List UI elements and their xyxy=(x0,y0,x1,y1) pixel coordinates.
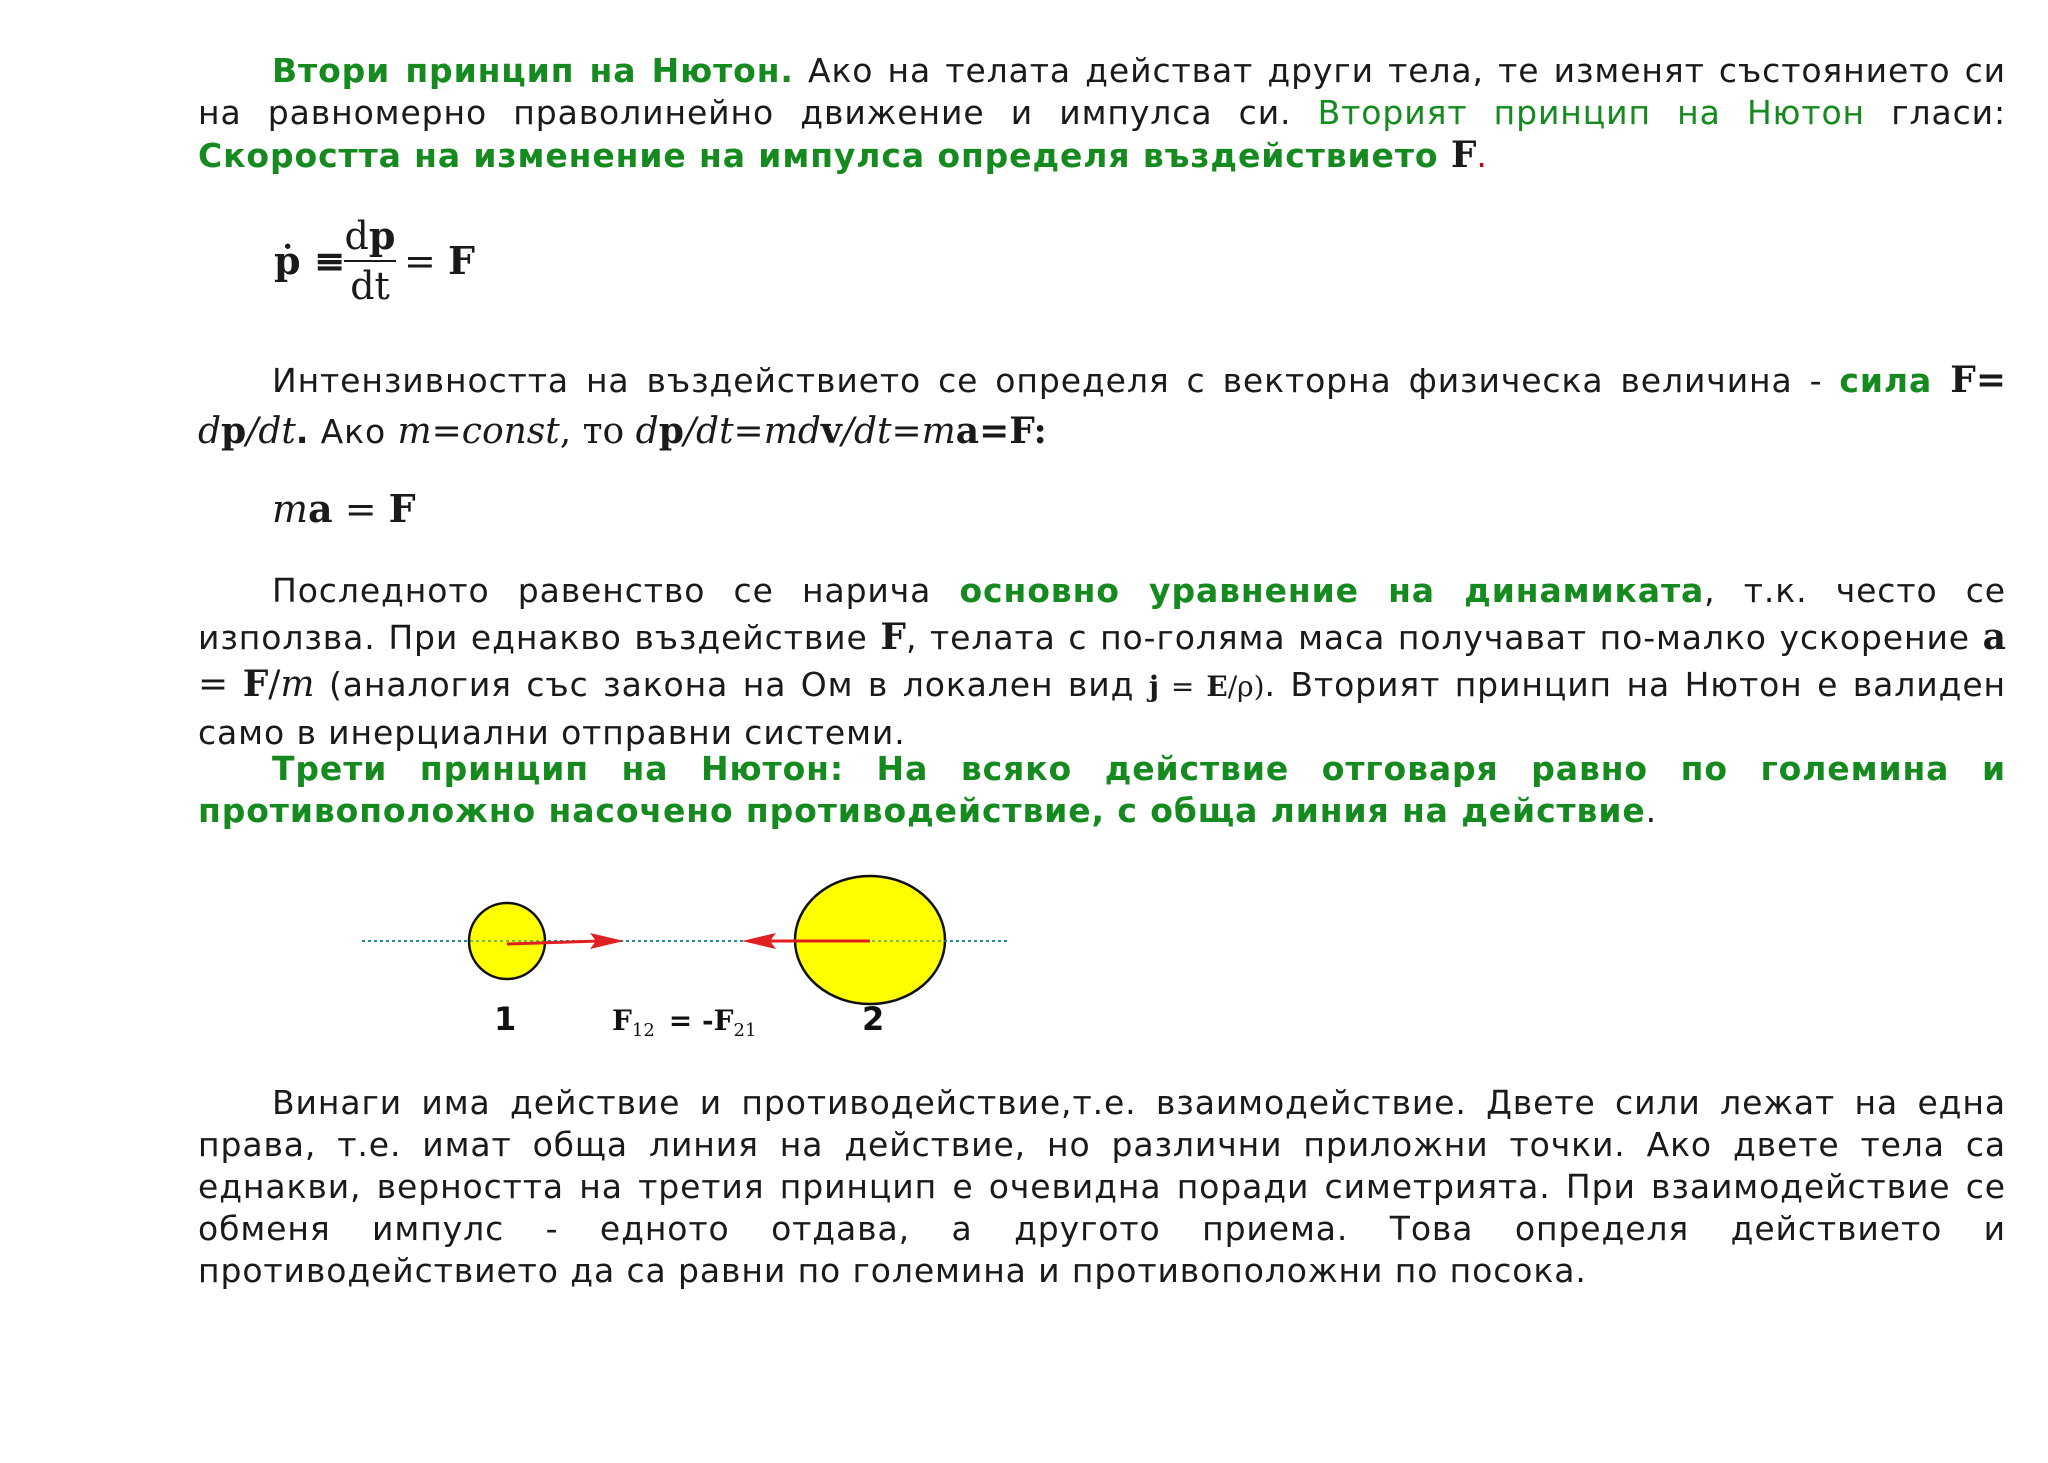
dynamics-equation-term: основно уравнение на динамиката xyxy=(959,571,1705,610)
math: E xyxy=(1206,670,1228,703)
label-body-1: 1 xyxy=(494,1000,517,1038)
math: , то xyxy=(559,411,636,452)
math: / xyxy=(268,664,281,705)
text: Ако xyxy=(309,412,398,451)
text: , т.к. често се използва. При еднакво въздействие xyxy=(198,571,2006,657)
math: /dt xyxy=(246,411,296,452)
math: j xyxy=(1148,670,1159,703)
text: Ако на телата действат други тела, те изменят състоянието си на равномерно праволинейно движение и импулса си. xyxy=(198,51,2006,132)
second-law-statement: Скоростта на изменение на импулса определя въздействието xyxy=(198,136,1451,175)
math: m=const xyxy=(397,411,560,452)
math: m xyxy=(280,664,315,705)
text: Интензивността на въздействието се определя с векторна физическа величина - xyxy=(272,361,1840,400)
fraction-numerator: dp xyxy=(344,213,396,258)
period: . xyxy=(295,412,310,451)
math: v xyxy=(820,410,842,452)
equation-ma-equals-f: ma = F xyxy=(272,486,416,531)
text: Последното равенство се нарича xyxy=(272,571,960,610)
math: /dt=md xyxy=(683,411,821,452)
math: /dt=m xyxy=(841,411,956,452)
math: p xyxy=(221,410,247,452)
math: F xyxy=(242,663,269,705)
text: (аналогия със закона на Ом в локален вид xyxy=(314,665,1149,704)
force-equality-label: $F_{12} = -F_{21}$ xyxy=(612,1004,757,1041)
heading-second-law: Втори принцип на Нютон. xyxy=(272,51,794,90)
text: Винаги има действие и противодействие,т.е. взаимодействие. Двете сили лежат на една права, т.е. имат обща линия на действие, но различни приложни точки. Ако двете тела са еднакви, верността на третия принцип е очевидна поради симетрията. При взаимодействие се обменя импулс - едното отдава, а другото приема. Това определя действието и противодействието да са равни по големина и противоположни по посока. xyxy=(198,1083,2006,1290)
math: d xyxy=(198,411,222,452)
math: p xyxy=(658,410,684,452)
text: . Вторият принцип на Нютон е валиден само в инерциални отправни системи. xyxy=(198,665,2006,752)
period: . xyxy=(1645,791,1658,830)
force-term: сила xyxy=(1839,361,1933,400)
math: d xyxy=(635,411,659,452)
fraction-denominator: dt xyxy=(350,264,390,308)
text: , телата с по-голяма маса получават по-малко ускорение xyxy=(905,618,1983,657)
force-eq: F= xyxy=(1932,359,2006,401)
rhs: = F xyxy=(404,238,475,283)
math: a=F: xyxy=(955,410,1047,452)
math: a xyxy=(1982,616,2006,658)
math: = xyxy=(198,664,243,705)
text: гласи: xyxy=(1865,93,2006,132)
math: = xyxy=(1158,670,1207,703)
math: /ρ) xyxy=(1227,670,1265,703)
period: . xyxy=(1476,136,1488,175)
second-law-link-text: Вторият принцип на Нютон xyxy=(1317,93,1866,132)
third-law-statement: Трети принцип на Нютон: На всяко действие отговаря равно по големина и противоположно насочено противодействие, с обща линия на действие xyxy=(198,749,2006,830)
paragraph-action-reaction xyxy=(198,1082,2006,1292)
label-body-2: 2 xyxy=(862,1000,885,1038)
p-dot-equiv: ṗ ≡ xyxy=(274,238,346,283)
math: F xyxy=(880,616,906,658)
force-symbol: F xyxy=(1450,134,1477,176)
